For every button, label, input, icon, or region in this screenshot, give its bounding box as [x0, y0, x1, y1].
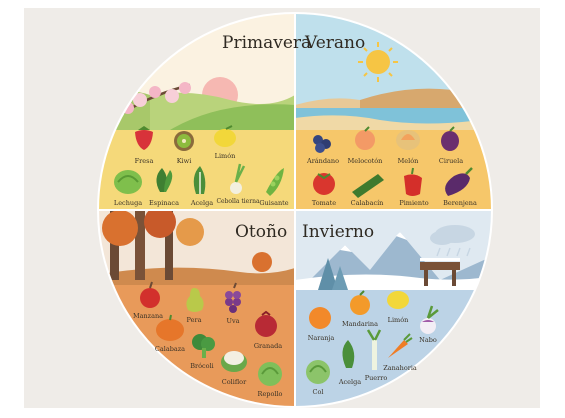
label-puerro: Puerro [364, 374, 388, 382]
spring-title: Primavera [222, 33, 312, 53]
label-arandano: Arándano [307, 157, 339, 165]
label-nabo: Nabo [419, 336, 437, 344]
label-pimiento: Pimiento [399, 199, 429, 207]
winter-title: Invierno [302, 222, 375, 242]
label-mandarina: Mandarina [341, 320, 379, 328]
label-tomate: Tomate [311, 199, 337, 207]
label-uva: Uva [226, 317, 240, 325]
label-repollo: Repollo [257, 390, 283, 398]
label-limon: Limón [214, 152, 236, 160]
label-berenjena: Berenjena [443, 199, 477, 207]
label-guisante: Guisante [259, 199, 289, 207]
cabbage-winter-icon [306, 360, 330, 384]
label-col: Col [312, 388, 324, 396]
label-espinaca: Espinaca [149, 199, 179, 207]
label-kiwi: Kiwi [176, 157, 192, 165]
tomato-icon [313, 173, 335, 195]
kiwi-icon [174, 131, 194, 151]
label-melocoton: Melocotón [347, 157, 383, 165]
label-calabacin: Calabacín [350, 199, 384, 207]
label-calabaza: Calabaza [154, 345, 186, 353]
label-brocoli: Brócoli [190, 362, 214, 370]
label-granada: Granada [253, 342, 283, 350]
label-naranja: Naranja [307, 334, 335, 342]
label-acelga: Acelga [190, 199, 214, 207]
label-zanahoria: Zanahoria [383, 364, 417, 372]
summer-title: Verano [305, 33, 366, 53]
orange-icon [309, 307, 331, 329]
autumn-title: Otoño [235, 222, 288, 242]
lettuce-icon [114, 170, 142, 194]
label-fresa: Fresa [134, 157, 154, 165]
label-limon-invierno: Limón [387, 316, 409, 324]
label-lechuga: Lechuga [113, 199, 143, 207]
label-acelga-invierno: Acelga [338, 378, 362, 386]
label-cebolla-tierna: Cebolla tierna [216, 198, 260, 205]
cabbage-icon [258, 362, 282, 386]
lemon-winter-icon [387, 291, 409, 309]
label-coliflor: Coliflor [221, 378, 247, 386]
label-pera: Pera [186, 316, 202, 324]
label-ciruela: Ciruela [438, 157, 464, 165]
label-manzana: Manzana [132, 312, 164, 320]
melon-icon [396, 130, 420, 150]
label-melon: Melón [397, 157, 419, 165]
